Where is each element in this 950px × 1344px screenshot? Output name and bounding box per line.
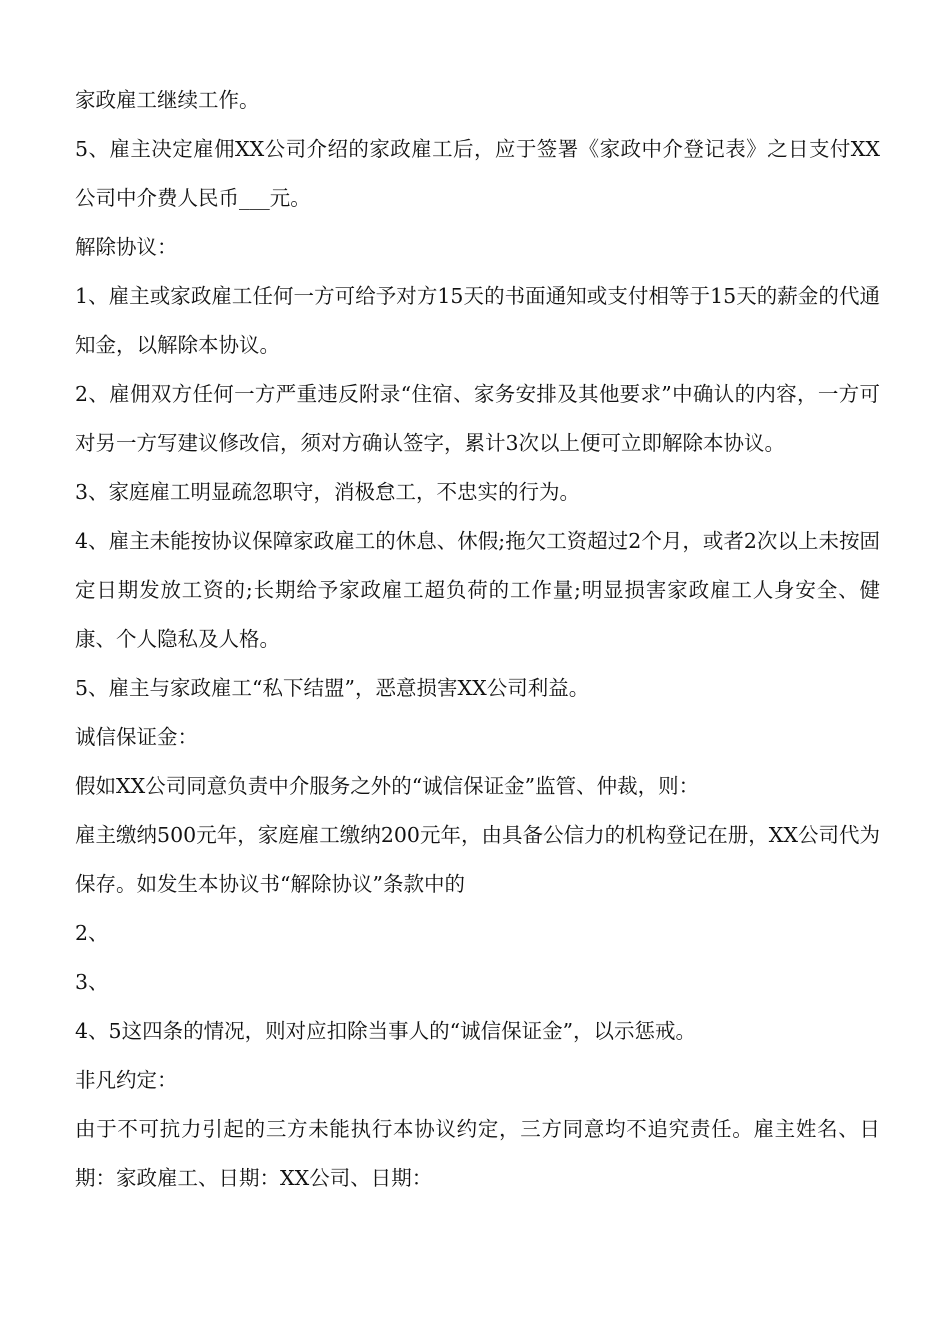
paragraph-deposit-amount: 雇主缴纳500元年，家庭雇工缴纳200元年，由具备公信力的机构登记在册，XX公司代为保存。如发生本协议书“解除协议”条款中的: [75, 823, 880, 896]
paragraph-deposit-condition: 假如XX公司同意负责中介服务之外的“诚信保证金”监管、仲裁，则：: [75, 774, 700, 798]
paragraph-item-2: 2、: [75, 921, 109, 945]
document-body: [75, 76, 880, 1203]
paragraph-deposit-penalty: 4、5这四条的情况，则对应扣除当事人的“诚信保证金”，以示惩戒。: [75, 1019, 697, 1043]
paragraph-force-majeure-signatures: 由于不可抗力引起的三方未能执行本协议约定，三方同意均不追究责任。雇主姓名、日期：家政雇工、日期：XX公司、日期：: [75, 1117, 880, 1190]
heading-termination: 解除协议：: [75, 235, 178, 259]
paragraph-item-3: 3、: [75, 970, 109, 994]
paragraph-continue-work: 家政雇工继续工作。: [75, 88, 260, 112]
paragraph-termination-5: 5、雇主与家政雇工“私下结盟”，恶意损害XX公司利益。: [75, 676, 590, 700]
paragraph-termination-2: 2、雇佣双方任何一方严重违反附录“住宿、家务安排及其他要求”中确认的内容，一方可对另一方写建议修改信，须对方确认签字，累计3次以上便可立即解除本协议。: [75, 382, 880, 455]
paragraph-termination-3: 3、家庭雇工明显疏忽职守，消极怠工，不忠实的行为。: [75, 480, 581, 504]
paragraph-termination-4: 4、雇主未能按协议保障家政雇工的休息、休假;拖欠工资超过2个月，或者2次以上未按固定日期发放工资的;长期给予家政雇工超负荷的工作量;明显损害家政雇工人身安全、健康、个人隐私及人格。: [75, 529, 880, 651]
paragraph-agency-fee: 5、雇主决定雇佣XX公司介绍的家政雇工后，应于签署《家政中介登记表》之日支付XX公司中介费人民币___元。: [75, 137, 880, 210]
heading-deposit: 诚信保证金：: [75, 725, 198, 749]
heading-special-terms: 非凡约定：: [75, 1068, 178, 1092]
paragraph-termination-1: 1、雇主或家政雇工任何一方可给予对方15天的书面通知或支付相等于15天的薪金的代通知金，以解除本协议。: [75, 284, 880, 357]
